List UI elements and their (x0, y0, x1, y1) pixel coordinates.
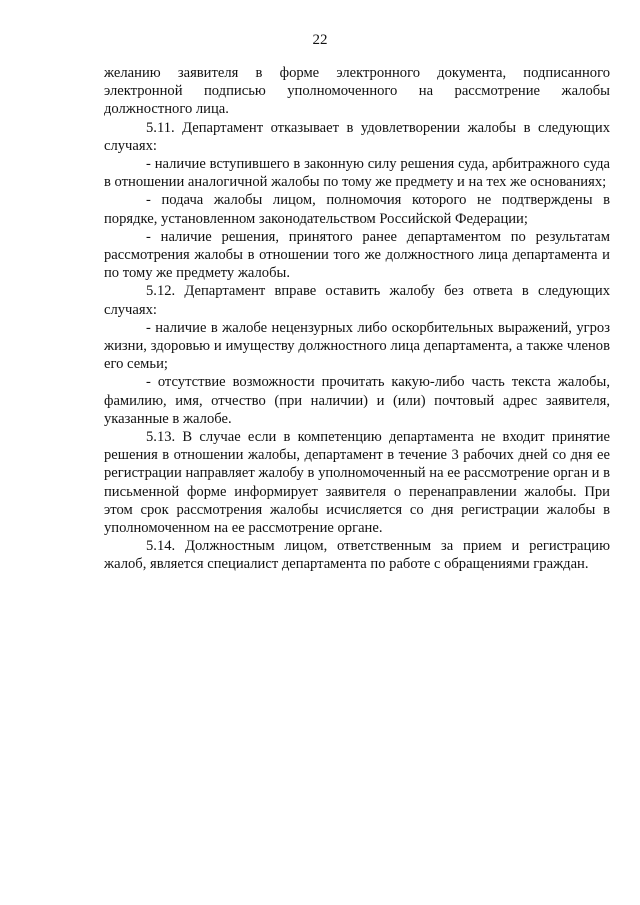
paragraph-5-11: 5.11. Департамент отказывает в удовлетворении жалобы в следующих случаях: (104, 119, 610, 154)
list-item-unreadable-text: - отсутствие возможности прочитать какую-либо часть текста жалобы, фамилию, имя, отчество (при наличии) и (или) почтовый адрес заявителя, указанные в жалобе. (104, 374, 610, 427)
document-body (104, 64, 610, 574)
paragraph-5-13: 5.13. В случае если в компетенцию департамента не входит принятие решения в отношении жалобы, департамент в течение 3 рабочих дней со дня ее регистрации направляет жалобу в уполномоченный на ее рассмотрение орган и в письменной форме информирует заявителя о перенаправлении жалобы. При этом срок рассмотрения жалобы исчисляется со дня регистрации жалобы в уполномоченном на ее рассмотрение органе. (104, 429, 610, 537)
list-item-obscene-language: - наличие в жалобе нецензурных либо оскорбительных выражений, угроз жизни, здоровью и имуществу должностного лица департамента, а также членов его семьи; (104, 319, 610, 373)
list-item-court-decision: - наличие вступившего в законную силу решения суда, арбитражного суда в отношении аналогичной жалобы по тому же предмету и на тех же основаниях; (104, 156, 610, 191)
paragraph-continuation: желанию заявителя в форме электронного документа, подписанного электронной подписью уполномоченного на рассмотрение жалобы должностного лица. (104, 65, 610, 118)
list-item-prior-decision: - наличие решения, принятого ранее департаментом по результатам рассмотрения жалобы в отношении того же должностного лица департамента и по тому же предмету жалобы. (104, 228, 610, 282)
list-item-unconfirmed-authority: - подача жалобы лицом, полномочия которого не подтверждены в порядке, установленном законодательством Российской Федерации; (104, 192, 610, 227)
paragraph-5-12: 5.12. Департамент вправе оставить жалобу без ответа в следующих случаях: (104, 283, 610, 318)
page-number: 22 (312, 32, 328, 48)
paragraph-5-14: 5.14. Должностным лицом, ответственным за прием и регистрацию жалоб, является специалист департамента по работе с обращениями граждан. (104, 538, 610, 573)
